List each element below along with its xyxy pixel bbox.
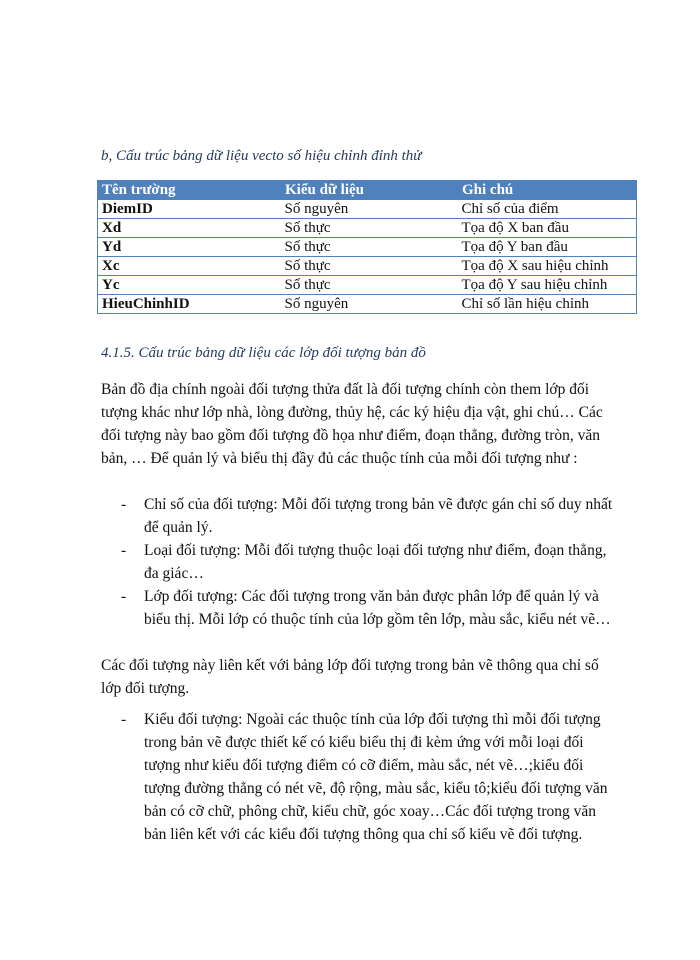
header-note: Ghi chú <box>458 181 637 200</box>
list-item-text: Kiểu đối tượng: Ngoài các thuộc tính của lớp đối tượng thì mỗi đối tượng trong bản vẽ được thiết kế có kiểu biểu thị đi kèm ứng với mỗi loại đối tượng như kiểu đối tượng điểm có cỡ điểm, màu sắc, nét vẽ…;kiểu đối tượng đường thẳng có nét vẽ, độ rộng, màu sắc, kiểu tô;kiểu đối tượng văn bản có cỡ chữ, phông chữ, kiểu chữ, góc xoay…Các đối tượng trong văn bản liên kết với các kiểu đối tượng thông qua chỉ số kiểu vẽ đối tượng. <box>144 711 608 843</box>
table-row <box>98 238 637 257</box>
cell-data-type: Số thực <box>281 276 458 295</box>
list-item <box>101 493 621 539</box>
list-item <box>101 585 621 631</box>
cell-note: Chỉ số lần hiệu chỉnh <box>458 295 637 314</box>
cell-note: Tọa độ X sau hiệu chỉnh <box>458 257 637 276</box>
table-row <box>98 257 637 276</box>
cell-data-type: Số nguyên <box>281 200 458 219</box>
list-item <box>101 708 621 846</box>
cell-data-type: Số nguyên <box>281 295 458 314</box>
cell-data-type: Số thực <box>281 257 458 276</box>
header-field-name: Tên trường <box>98 181 281 200</box>
field-table <box>97 180 637 314</box>
list-item-text: Loại đối tượng: Mỗi đối tượng thuộc loại đối tượng như điểm, đoạn thẳng, đa giác… <box>144 542 607 582</box>
cell-field-name: Xc <box>98 257 281 276</box>
cell-field-name: Yd <box>98 238 281 257</box>
list-item-text: Chỉ số của đối tượng: Mỗi đối tượng trong bản vẽ được gán chỉ số duy nhất để quản lý. <box>144 496 613 536</box>
cell-note: Tọa độ X ban đầu <box>458 219 637 238</box>
table-caption: b, Cấu trúc bảng dữ liệu vecto số hiệu chỉnh đỉnh thử <box>101 148 422 164</box>
table-row <box>98 200 637 219</box>
cell-field-name: Xd <box>98 219 281 238</box>
cell-note: Chỉ số của điểm <box>458 200 637 219</box>
table-row <box>98 219 637 238</box>
cell-field-name: DiemID <box>98 200 281 219</box>
dash-bullet: - <box>121 711 127 728</box>
bullet-list <box>101 708 621 846</box>
header-data-type: Kiểu dữ liệu <box>281 181 458 200</box>
bullet-list <box>101 493 621 631</box>
dash-bullet: - <box>121 542 127 559</box>
body-paragraph: Các đối tượng này liên kết với bảng lớp đối tượng trong bản vẽ thông qua chỉ số lớp đối tượng. <box>101 657 599 697</box>
cell-data-type: Số thực <box>281 238 458 257</box>
body-paragraph: Bản đồ địa chính ngoài đối tượng thửa đất là đối tượng chính còn them lớp đối tượng khác như lớp nhà, lòng đường, thủy hệ, các ký hiệu địa vật, ghi chú… Các đối tượng này bao gồm đối tượng đồ họa như điểm, đoạn thẳng, đường tròn, văn bản, … Để quản lý và biểu thị đầy đủ các thuộc tính của mỗi đối tượng như : <box>101 381 603 467</box>
table-row <box>98 276 637 295</box>
table-header-row <box>98 181 637 200</box>
cell-field-name: Yc <box>98 276 281 295</box>
dash-bullet: - <box>121 496 127 513</box>
table-row <box>98 295 637 314</box>
dash-bullet: - <box>121 588 127 605</box>
section-heading: 4.1.5. Cấu trúc bảng dữ liệu các lớp đối tượng bản đồ <box>101 345 426 361</box>
list-item <box>101 539 621 585</box>
cell-field-name: HieuChinhID <box>98 295 281 314</box>
cell-note: Tọa độ Y sau hiệu chỉnh <box>458 276 637 295</box>
cell-note: Tọa độ Y ban đầu <box>458 238 637 257</box>
list-item-text: Lớp đối tượng: Các đối tượng trong văn bản được phân lớp để quản lý và biểu thị. Mỗi lớp có thuộc tính của lớp gồm tên lớp, màu sắc, kiểu nét vẽ… <box>144 588 611 628</box>
cell-data-type: Số thực <box>281 219 458 238</box>
